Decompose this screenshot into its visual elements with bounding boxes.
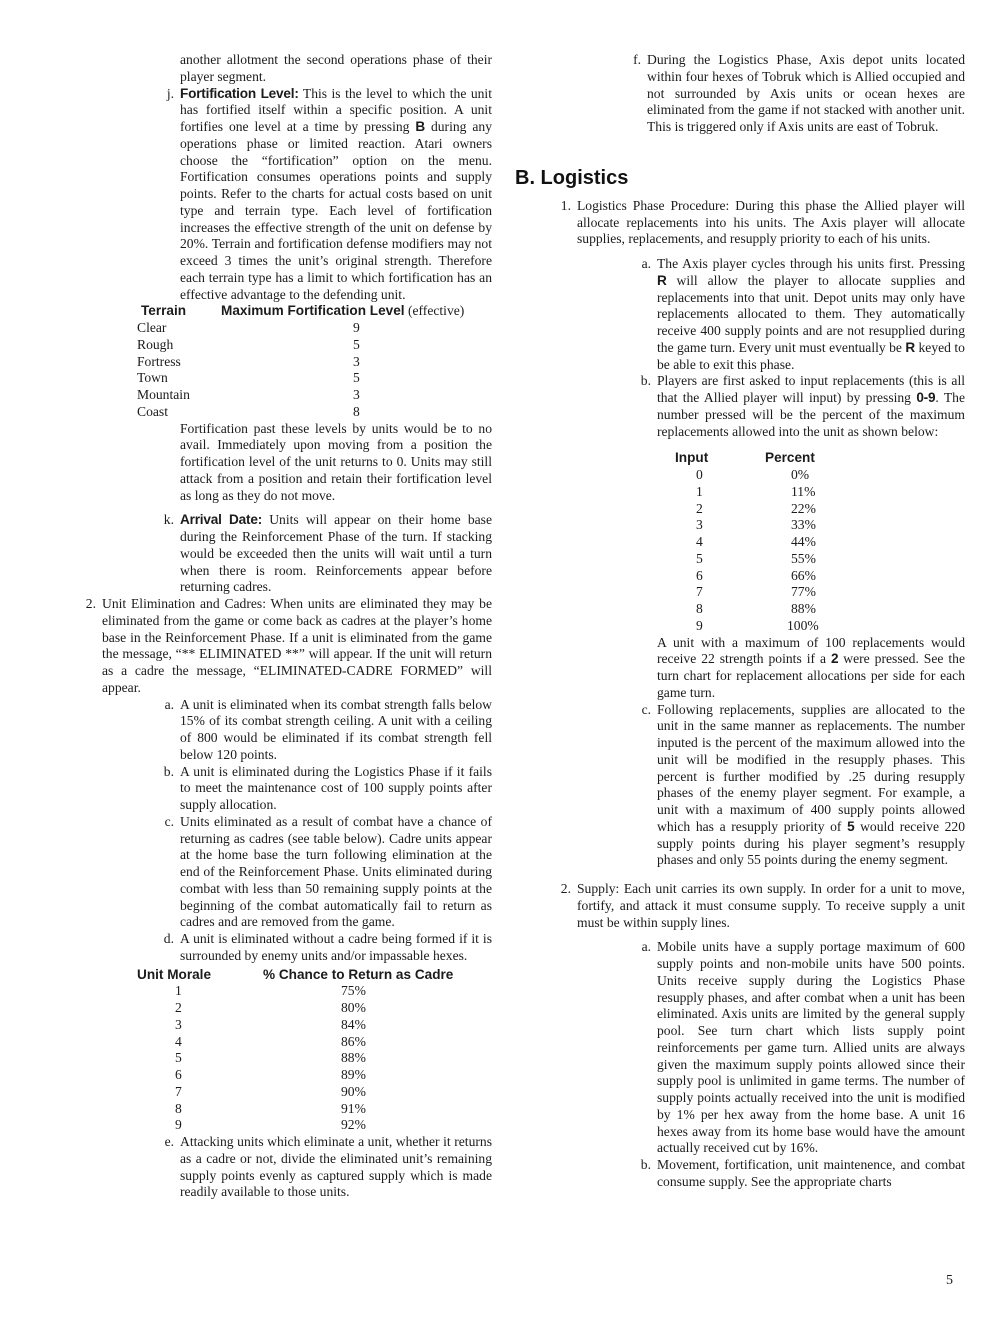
- table-row: 8 88%: [696, 601, 816, 616]
- table-header: [137, 303, 497, 320]
- replacement-input-table: [675, 450, 845, 634]
- key-2: 2: [830, 651, 839, 667]
- item-label: 1.: [560, 197, 571, 213]
- column-header-percent: Percent: [765, 450, 815, 466]
- item-label: 2.: [560, 881, 571, 896]
- table-row: Mountain 3: [137, 387, 360, 402]
- item-1c: c. Following replacements, supplies are allocated to the unit in the same manner as replacements. The number inputed is the percent of the maximum allowed into the unit will be modified in the resupply phases. This percent is further modified by .25 during resupply phases of the enemy player segment. For example, a unit with a maximum of 400 supply points allowed which has a resupply priority of 5 would receive 220 supply points during his player segment’s resupply phases and only 55 points during the enemy segment.: [633, 702, 965, 870]
- table-row: 0 0%: [696, 467, 810, 482]
- table-row: 1 11%: [696, 483, 816, 499]
- table-row: 3 84%: [175, 1016, 366, 1032]
- item-label: a.: [641, 939, 651, 955]
- table-row: 4 44%: [696, 534, 816, 549]
- column-header-input: Input: [675, 450, 709, 466]
- column-header-unit-morale: Unit Morale: [137, 966, 212, 982]
- table-row: Rough 5: [137, 336, 360, 352]
- item-f-depot-units: f. During the Logistics Phase, Axis depot units located within four hexes of Tobruk which is Allied occupied and not surrounded by Axis units or ocean hexes are eliminated from the game if not stacked with another unit. This is triggered only if Axis units are east of Tobruk.: [623, 52, 965, 136]
- table-row: 5 55%: [696, 550, 816, 566]
- table-row: 2 22%: [696, 500, 816, 516]
- table-row: 2 80%: [175, 1000, 366, 1015]
- item-2a: a. A unit is eliminated when its combat strength falls below 15% of its combat strength ceiling. A unit with a ceiling of 800 would be eliminated if its combat strength fell below 120 points.: [158, 697, 492, 764]
- table-row: 1 75%: [175, 983, 366, 999]
- item-label: d.: [163, 931, 174, 946]
- item-1b: b. Players are first asked to input replacements (this is all that the Allied player will input) by pressing 0-9. The number pressed will be the percent of the maximum replacements allowed into the unit as shown below:: [633, 373, 965, 440]
- section-heading-logistics: B. Logistics: [515, 166, 629, 189]
- section-2-supply: 2. Supply: Each unit carries its own supply. In order for a unit to move, fortify, and attack it must consume supply. To receive supply a unit must be within supply lines.: [553, 881, 965, 931]
- item-label: f.: [633, 52, 641, 67]
- item-label: b.: [163, 763, 174, 779]
- table-header: [137, 967, 497, 984]
- item-2c: c. Units eliminated as a result of combat have a chance of returning as cadres (see table below). Cadre units appear at the home base the turn following elimination at the end of the Reinforcement Phase. Units eliminated during combat with less than 50 remaining supply points at the beginning of the combat automatically fail to return as cadres and are removed from the game.: [158, 814, 492, 931]
- page-number: 5: [946, 1273, 953, 1288]
- left-column: [80, 52, 492, 1201]
- item-2b: b. Movement, fortification, unit maintenence, and combat consume supply. See the appropriate charts: [633, 1157, 965, 1191]
- key-r: R: [905, 339, 916, 355]
- item-2e: e. Attacking units which eliminate a unit, whether it returns as a cadre or not, divide the eliminated unit’s remaining supply points evenly as captured supply which is made readily available to those units.: [158, 1134, 492, 1201]
- table-row: 7 77%: [696, 584, 816, 600]
- table-row: 3 33%: [696, 517, 816, 533]
- item-label: e.: [164, 1134, 174, 1149]
- item-title: Arrival Date:: [180, 512, 263, 528]
- item-2d: d. A unit is eliminated without a cadre being formed if it is surrounded by enemy units and/or impassable hexes.: [158, 931, 492, 965]
- table-row: 5 88%: [175, 1050, 366, 1066]
- table-row: Coast 8: [137, 403, 360, 419]
- item-2a: a. Mobile units have a supply portage maximum of 600 supply points and non-mobile units have 500 points. Units receive supply during the Logistics Phase resupply phases, and after combat when a unit has been eliminated. Axis units are limited by the general supply pool. See turn chart which lists supply point reinforcements per game turn. Allied units are always given the maximum supply points allowed since their supply pool is unlimited in game terms. The number of supply points actually received into the unit is modified by 1% per hex away from the home base. A unit 16 hexes away from its home base would have the amount actually received cut by 16%.: [633, 939, 965, 1157]
- item-label: j.: [166, 85, 174, 101]
- fortification-note: Fortification past these levels by units would be to no avail. Immediately upon moving from a position the fortification level of the unit returns to 0. Units may still attack from a position and retain their fortification level as long as they do not move.: [180, 420, 492, 503]
- table-row: 6 89%: [175, 1067, 366, 1082]
- key-b: B: [415, 119, 426, 134]
- item-label: a.: [641, 256, 651, 271]
- item-1a: a. The Axis player cycles through his units first. Pressing R will allow the player to allocate supplies and replacements into that unit. Depot units may only have replacements allocated to them. They automatically receive 400 supply points and are not resupplied during the game turn. Every unit must eventually be R keyed to be able to exit this phase.: [633, 256, 965, 373]
- section-2-unit-elimination: 2. Unit Elimination and Cadres: When units are eliminated they may be eliminated from the game or come back as cadres at the player’s home base in the Reinforcement Phase. If a unit is eliminated from the game the message, “** ELIMINATED **” will appear. If the unit will return as a cadre the message, “ELIMINATED-CADRE FORMED” will appear.: [80, 596, 492, 697]
- key-5: 5: [847, 818, 855, 834]
- item-label: c.: [164, 813, 174, 829]
- key-r: R: [657, 272, 667, 288]
- column-header-cadre-chance: % Chance to Return as Cadre: [263, 966, 454, 982]
- table-row: 9 92%: [175, 1117, 366, 1133]
- item-label: k.: [163, 512, 174, 528]
- table-row: Clear 9: [137, 320, 360, 335]
- item-label: a.: [164, 696, 174, 712]
- item-j-fortification-level: j. Fortification Level: This is the level to which the unit has fortified itself within a specific position. A unit fortifies one level at a time by pressing B during any operations phase or limited reaction. Atari owners choose the “fortification” option on the menu. Fortification consumes operations points and supply points. Refer to the charts for actual costs based on unit type and terrain type. Each level of fortification increases the effective strength of the unit on defense by 20%. Terrain and fortification defense modifiers may not exceed 3 times the unit’s original strength. Therefore each terrain type has a limit to which fortification has an effective advantage to the defending unit.: [158, 86, 492, 304]
- item-label: 2.: [85, 596, 96, 611]
- replacement-note: A unit with a maximum of 100 replacements would receive 22 strength points if a 2 were pressed. See the turn chart for replacement allocations per side for each game turn.: [657, 634, 965, 700]
- table-row: Fortress 3: [137, 353, 360, 369]
- table-row: Town 5: [137, 370, 360, 386]
- item-2b: b. A unit is eliminated during the Logistics Phase if it fails to meet the maintenance cost of 100 supply points after supply allocation.: [158, 764, 492, 814]
- item-label: b.: [640, 373, 651, 389]
- key-0-9: 0-9: [916, 390, 936, 405]
- table-row: 8 91%: [175, 1100, 366, 1116]
- table-row: 6 66%: [696, 567, 816, 583]
- cadre-return-table: [137, 967, 497, 1135]
- item-title: Fortification Level:: [180, 85, 299, 101]
- table-row: 9 100%: [696, 617, 819, 633]
- terrain-fortification-table: [137, 303, 497, 420]
- column-header-max-fortification: Maximum Fortification Level (effective): [221, 303, 465, 319]
- continued-paragraph: another allotment the second operations phase of their player segment.: [180, 52, 492, 84]
- table-row: 7 90%: [175, 1083, 366, 1099]
- section-1-logistics-procedure: 1. Logistics Phase Procedure: During this phase the Allied player will allocate replacements into his units. The Axis player will allocate supplies, replacements, and resupply priority to each of his units.: [553, 198, 965, 248]
- column-header-terrain: Terrain: [141, 303, 187, 319]
- table-header: [675, 450, 845, 467]
- right-column: [515, 52, 965, 1191]
- item-k-arrival-date: k. Arrival Date: Units will appear on their home base during the Reinforcement Phase of the turn. If stacking would be exceeded then the units will wait until a turn when there is room. Reinforcements appear before returning cadres.: [158, 512, 492, 596]
- item-label: c.: [641, 701, 651, 717]
- table-row: 4 86%: [175, 1033, 366, 1049]
- item-label: b.: [640, 1157, 651, 1172]
